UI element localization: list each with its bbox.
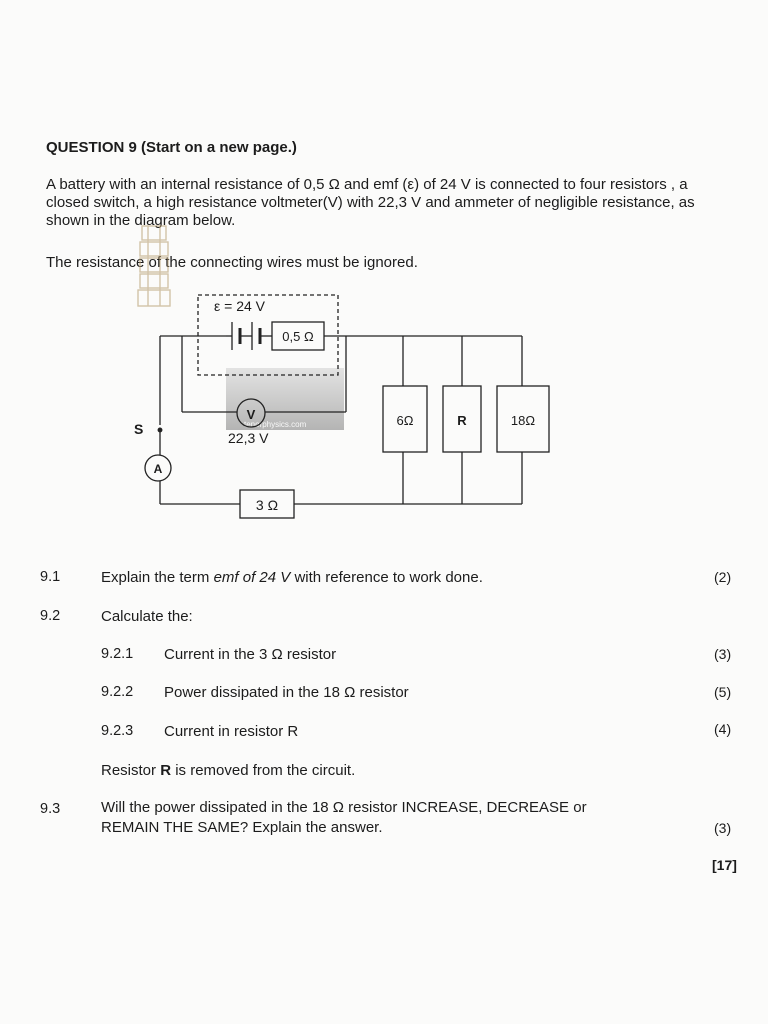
resistance-note: The resistance of the connecting wires must be ignored. [46, 254, 418, 271]
q92-text: Calculate the: [101, 608, 193, 625]
q91-marks: (2) [714, 569, 732, 585]
total-marks: [17] [712, 857, 737, 873]
q921-marks: (3) [714, 646, 732, 662]
q921-text: Current in the 3 Ω resistor [164, 646, 337, 663]
watermark-text: tenorphysics.com [244, 420, 307, 429]
q922-marks: (5) [714, 684, 732, 700]
internal-resistor-label: 0,5 Ω [282, 329, 314, 344]
emf-label: ε = 24 V [214, 298, 265, 314]
q93-number: 9.3 [40, 801, 61, 817]
ammeter-symbol: A [153, 462, 163, 476]
q922-number: 9.2.2 [101, 684, 134, 700]
circuit-diagram [0, 280, 768, 530]
q93-line2: REMAIN THE SAME? Explain the answer. [101, 819, 383, 836]
q923-number: 9.2.3 [101, 723, 134, 739]
q923-text: Current in resistor R [164, 723, 299, 740]
resistor-18ohm-label: 18Ω [510, 413, 536, 428]
q921-number: 9.2.1 [101, 646, 134, 662]
intro-paragraph: A battery with an internal resistance of 0,5 Ω and emf (ε) of 24 V is connected to four resistors , a closed switch, a high resistance voltmeter(V) with 22,3 V and ammeter of negligible resistance, as shown in the diagram below. [46, 176, 695, 229]
q91-text: Explain the term emf of 24 V with reference to work done. [101, 569, 483, 586]
q93-marks: (3) [714, 820, 732, 836]
q923-marks: (4) [714, 721, 732, 737]
series-resistor-label: 3 Ω [255, 497, 279, 513]
resistor-R-label: R [457, 413, 467, 428]
resistor-removed-note: Resistor R is removed from the circuit. [101, 762, 356, 779]
q92-number: 9.2 [40, 608, 61, 624]
q91-number: 9.1 [40, 569, 61, 585]
resistor-6ohm-label: 6Ω [396, 413, 414, 428]
switch-label: S [134, 421, 144, 437]
q93-line1: Will the power dissipated in the 18 Ω resistor INCREASE, DECREASE or [101, 799, 587, 816]
question-heading: QUESTION 9 (Start on a new page.) [46, 139, 297, 156]
voltmeter-symbol: V [246, 407, 256, 422]
voltmeter-reading: 22,3 V [228, 430, 269, 446]
q922-text: Power dissipated in the 18 Ω resistor [164, 684, 409, 701]
